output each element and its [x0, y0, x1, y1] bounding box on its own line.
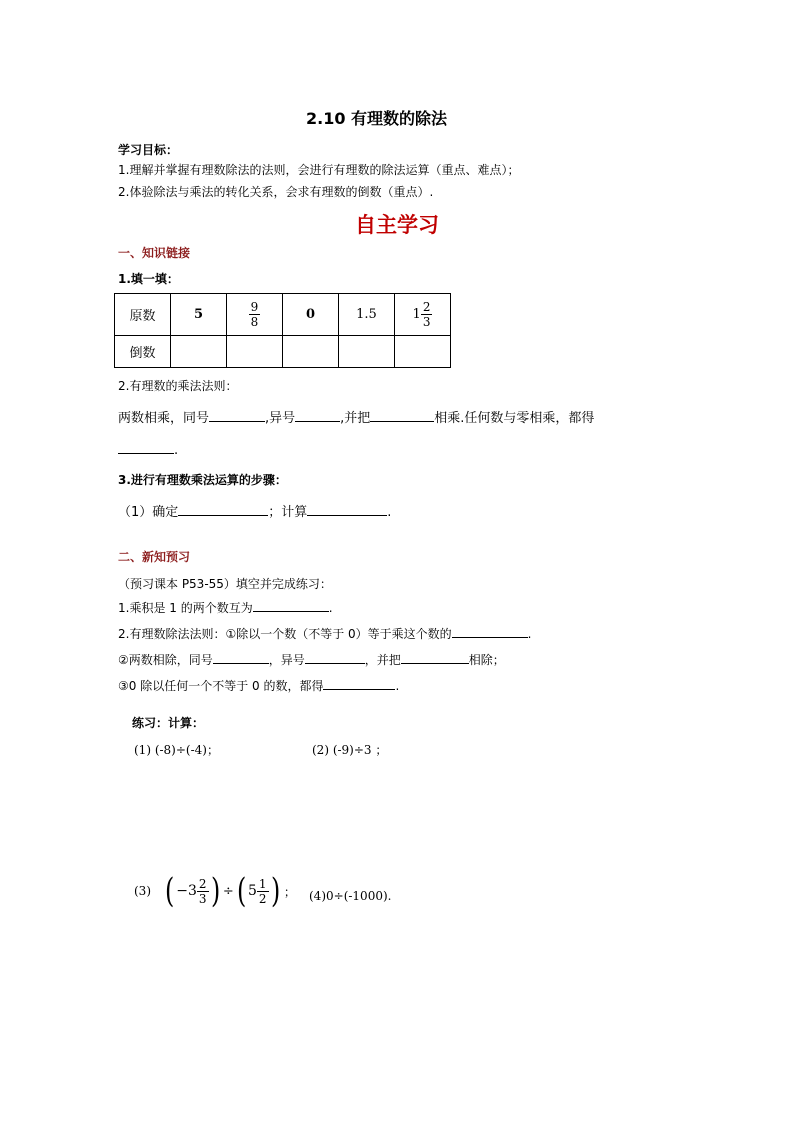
item3-text-b: ，异号	[268, 653, 305, 667]
item3-text-a: ②两数相除，同号	[118, 653, 213, 667]
mixed-b-whole: 5	[247, 883, 257, 899]
mixed-fraction	[421, 300, 433, 329]
blank-division-rule[interactable]	[452, 624, 528, 638]
right-paren-icon: )	[210, 871, 220, 911]
q3-text-b: ；计算	[268, 505, 308, 520]
blank-div-diff-sign[interactable]	[305, 650, 365, 664]
item1-text: 1.乘积是 1 的两个数互为	[118, 601, 253, 615]
self-study-heading: 自主学习	[355, 213, 439, 237]
problem-4: (4)0÷(-1000).	[309, 889, 392, 903]
answer-cell[interactable]	[227, 336, 283, 368]
problem-1: (1) (-8)÷(-4)；	[134, 743, 219, 757]
goals-heading: 学习目标：	[118, 143, 179, 157]
row-label-reciprocal: 倒数	[115, 336, 171, 368]
blank-calculate[interactable]	[307, 502, 387, 516]
problem-3	[134, 871, 296, 918]
q3-label: 3.进行有理数乘法运算的步骤：	[118, 473, 287, 487]
item4-end: .	[395, 679, 400, 693]
q3-text-a: （1）确定	[118, 505, 179, 520]
answer-cell[interactable]	[171, 336, 227, 368]
q3-text-c: .	[387, 505, 392, 520]
frac-denominator: 2	[258, 891, 267, 906]
item3-end: 相除；	[468, 653, 505, 667]
preview-item-2	[118, 624, 532, 642]
fraction-9-8	[249, 300, 261, 329]
answer-cell[interactable]	[339, 336, 395, 368]
item4-text: ③0 除以任何一个不等于 0 的数，都得	[118, 679, 324, 693]
goal-item-1: 1.理解并掌握有理数除法的法则，会进行有理数的除法运算（重点、难点）；	[118, 163, 520, 177]
frac-denominator: 8	[250, 315, 259, 329]
cell-0: 0	[283, 294, 339, 336]
blank-zero-divide[interactable]	[323, 676, 395, 690]
frac-numerator: 2	[198, 876, 207, 891]
q2-text-c: ,并把	[340, 411, 371, 426]
preview-item-3	[118, 650, 505, 668]
fraction-a	[197, 877, 209, 906]
item2-end: .	[527, 627, 532, 641]
cell-9-8	[227, 294, 283, 336]
preview-item-4	[118, 676, 399, 694]
frac-numerator: 9	[250, 300, 259, 314]
section1-heading: 一、知识链接	[118, 246, 191, 260]
row-label-original: 原数	[115, 294, 171, 336]
goal-item-2: 2.体验除法与乘法的转化关系，会求有理数的倒数（重点）.	[118, 185, 434, 199]
mixed-a-sign-whole: −3	[176, 883, 197, 899]
problem-2: (2) (-9)÷3 ；	[312, 743, 388, 757]
preview-item-1	[118, 598, 333, 616]
item1-end: .	[328, 601, 333, 615]
left-paren-icon: (	[236, 871, 246, 911]
q2-text-a: 两数相乘，同号	[118, 411, 210, 426]
q2-label: 2.有理数的乘法法则：	[118, 379, 238, 393]
blank-same-sign[interactable]	[209, 408, 265, 422]
frac-denominator: 3	[198, 891, 207, 906]
q2-line1	[118, 407, 594, 426]
fraction-b	[257, 877, 269, 906]
reciprocal-table	[114, 293, 451, 368]
mixed-whole: 1	[412, 307, 421, 322]
frac-numerator: 2	[422, 300, 431, 314]
q1-label: 1.填一填：	[118, 272, 179, 286]
q2-line2	[118, 440, 178, 458]
page-title: 2.10 有理数的除法	[306, 109, 448, 128]
practice-heading: 练习：计算：	[132, 716, 205, 730]
q3-line	[118, 501, 391, 520]
cell-5: 5	[171, 294, 227, 336]
blank-zero-result[interactable]	[118, 440, 174, 454]
blank-determine[interactable]	[178, 502, 268, 516]
preview-intro: （预习课本 P53-55）填空并完成练习：	[118, 577, 332, 591]
frac-numerator: 1	[258, 876, 267, 891]
left-paren-icon: (	[164, 871, 175, 911]
cell-mixed	[395, 294, 451, 336]
item2-text: 2.有理数除法法则：①除以一个数（不等于 0）等于乘这个数的	[118, 627, 452, 641]
q2-text-d: 相乘.任何数与零相乘，都得	[434, 411, 595, 426]
answer-cell[interactable]	[395, 336, 451, 368]
answer-cell[interactable]	[283, 336, 339, 368]
frac-denominator: 3	[422, 315, 431, 329]
problem-3-label: (3)	[134, 884, 151, 898]
q2-end: .	[174, 443, 179, 458]
item3-text-c: ，并把	[364, 653, 401, 667]
divide-sign: ÷	[222, 883, 234, 899]
blank-diff-sign[interactable]	[295, 408, 340, 422]
blank-divide[interactable]	[401, 650, 469, 664]
section2-heading: 二、新知预习	[118, 550, 191, 564]
cell-1-5: 1.5	[339, 294, 395, 336]
problem-3-end: ；	[283, 884, 296, 899]
q2-text-b: ,异号	[265, 411, 296, 426]
blank-reciprocal[interactable]	[253, 598, 329, 612]
blank-div-same-sign[interactable]	[213, 650, 269, 664]
right-paren-icon: )	[270, 871, 280, 911]
blank-multiply[interactable]	[370, 408, 434, 422]
